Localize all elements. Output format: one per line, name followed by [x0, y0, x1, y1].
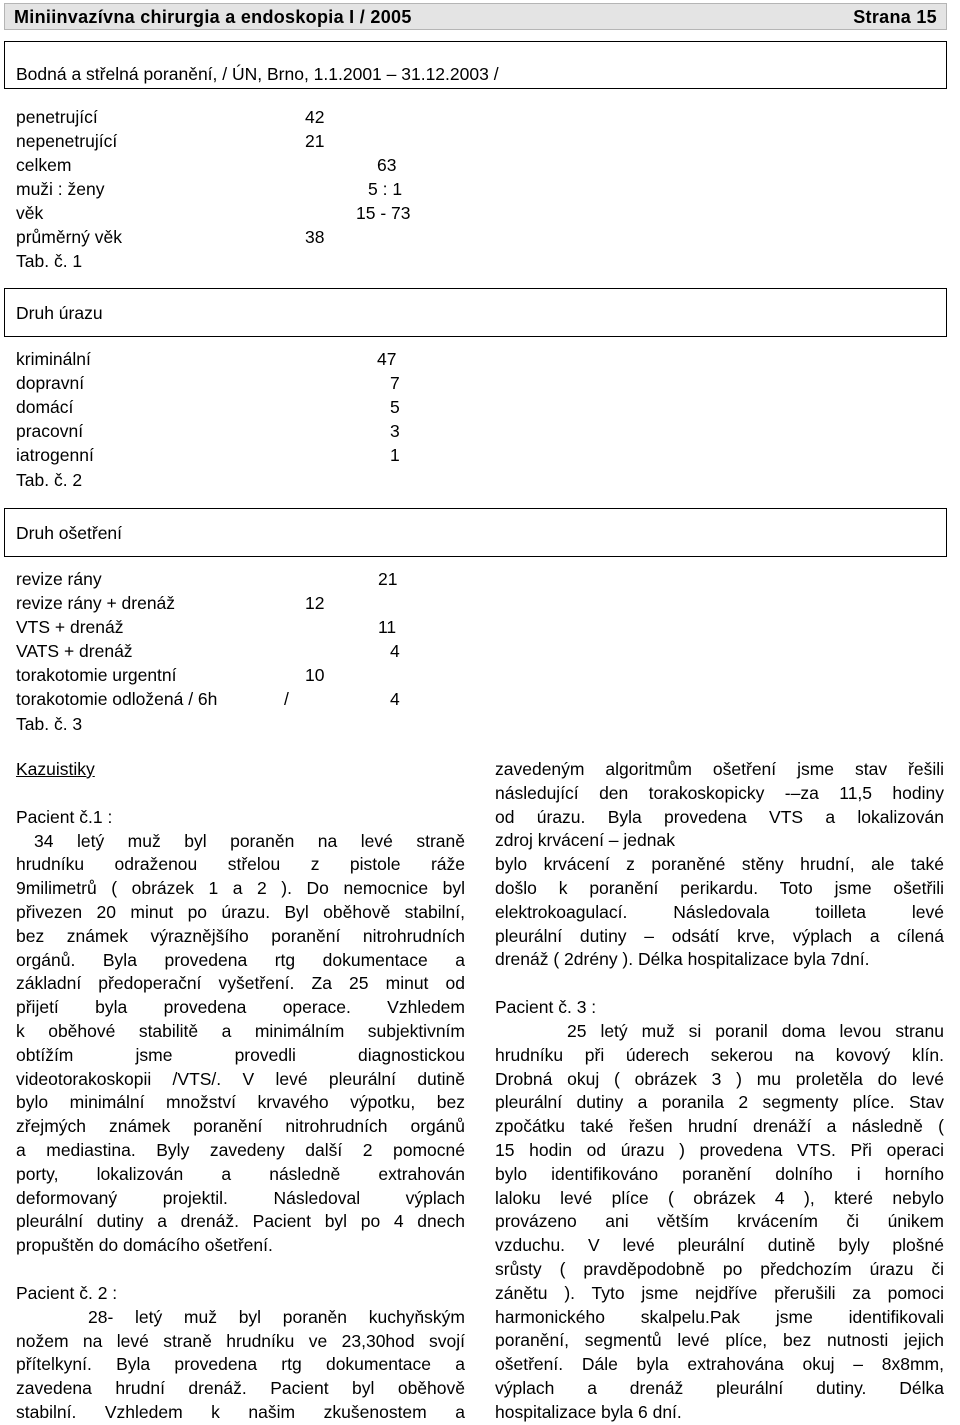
text-line: zánětu ). Tyto jsme nejdříve přerušili za pomoci [495, 1282, 944, 1303]
table2-caption: Tab. č. 2 [16, 470, 83, 490]
table2-label: dopravní [16, 373, 85, 393]
page-header [4, 3, 947, 30]
text-line: hrudníku při úderech sekerou na kovový klín. [495, 1044, 944, 1065]
table3-value: 4 [390, 641, 400, 661]
table3-label: torakotomie odložená / 6h [16, 689, 218, 709]
text-line: následující den torakoskopicky -–za 11,5 hodiny [495, 782, 944, 803]
text-line: k oběhové stabilitě a minimálním subjektivním [16, 1020, 465, 1041]
left-column [16, 758, 465, 1425]
table2-value: 3 [390, 421, 400, 441]
table1-value: 63 [377, 155, 397, 175]
page-number: Strana 15 [853, 7, 937, 27]
kazuistiky-heading: Kazuistiky [16, 759, 95, 779]
table3-label: revize rány + drenáž [16, 593, 176, 613]
text-line: nožem na levé straně hrudníku ve 23,30hod svojí [16, 1330, 465, 1351]
table2-title: Druh úrazu [16, 303, 103, 323]
text-line: harmonického skalpelu.Pak jsme identifikovali [495, 1306, 944, 1327]
text-line: a mediastina. Byly zavedeny další 2 pomocné [16, 1139, 465, 1160]
text-line: srůsty ( pravděpodobně po předchozím úrazu či [495, 1258, 944, 1279]
table3-caption: Tab. č. 3 [16, 714, 83, 734]
text-line: Drobná okuj ( obrázek 3 ) mu proletěla do levé [495, 1068, 944, 1089]
patient2-title: Pacient č. 2 : [16, 1282, 118, 1303]
text-line: 9milimetrů ( obrázek 1 a 2 ). Do nemocnice byl [16, 878, 465, 899]
text-line: zavedena hrudní drenáž. Pacient byl oběhově [16, 1378, 465, 1399]
table1-value: 38 [305, 227, 325, 247]
table2-label: iatrogenní [16, 445, 94, 465]
text-line: stabilní. Vzhledem k našim zkušenostem a [16, 1401, 465, 1422]
text-line: obtížím jsme provedli diagnostickou [16, 1044, 465, 1065]
table2-label: domácí [16, 397, 74, 417]
text-line: deformovaný projektil. Následoval výplach [16, 1187, 465, 1208]
text-line: 34 letý muž byl poraněn na levé straně [34, 830, 465, 851]
table3-label: VTS + drenáž [16, 617, 124, 637]
text-line: došlo k poranění perikardu. Toto jsme ošetřili [495, 877, 944, 898]
text-line: pleurální dutiny a poranila 2 segmenty plíce. Stav [495, 1092, 944, 1113]
text-line: orgánů. Byla provedena rtg dokumentace a [16, 949, 465, 970]
table2-value: 47 [377, 349, 397, 369]
table2-value: 7 [390, 373, 400, 393]
table2-title-box [4, 288, 947, 337]
table1-label: věk [16, 203, 44, 223]
table3-value: 10 [305, 665, 325, 685]
table2-value: 1 [390, 445, 400, 465]
text-line: zpočátku také řešen hrudní drenáží a následně ( [495, 1116, 944, 1137]
text-line: bez známek výraznějšího poranění nitrohrudních [16, 925, 465, 946]
text-line: od úrazu. Byla provedena VTS a lokalizován [495, 806, 944, 827]
text-line: provázeno ani větším krvácením či únikem [495, 1211, 944, 1232]
text-line: pleurální dutiny a drenáž. Pacient byl po 4 dnech [16, 1211, 465, 1232]
text-line: výplach a drenáž pleurální dutiny. Délka [495, 1377, 944, 1398]
table2-label: pracovní [16, 421, 84, 441]
text-line: poranění, segmentů levé plíce, bez nutnosti jejich [495, 1330, 944, 1351]
table1-value: 42 [305, 107, 325, 127]
text-line: přivezen 20 minut po úrazu. Byl oběhově stabilní, [16, 901, 465, 922]
text-line: videotorakoskopii /VTS/. V levé pleurální dutině [16, 1068, 465, 1089]
text-line: zavedeným algoritmům ošetření jsme stav řešili [495, 759, 944, 779]
table1-value: 15 - 73 [356, 203, 411, 223]
table1-value: 5 : 1 [368, 179, 403, 199]
text-line: 25 letý muž si poranil doma levou stranu [567, 1020, 944, 1041]
text-line: elektrokoagulací. Následovala toilleta levé [495, 901, 944, 922]
patient1-title: Pacient č.1 : [16, 806, 113, 827]
table1-label: průměrný věk [16, 227, 123, 247]
text-line: porty, lokalizován a následně extrahován [16, 1163, 465, 1184]
text-line: přijetí byla provedena operace. Vzhledem [16, 997, 465, 1018]
table1-label: muži : ženy [16, 179, 105, 199]
table2-value: 5 [390, 397, 400, 417]
patient3-title: Pacient č. 3 : [495, 997, 597, 1018]
table3-value: 11 [378, 617, 397, 637]
text-line: zřejmých známek poranění nitrohrudních orgánů [16, 1116, 465, 1137]
table3-value: 12 [305, 593, 325, 613]
table3-value: 4 [390, 689, 400, 709]
text-line: bylo minimální množství krvavého výpotku, bez [16, 1092, 465, 1113]
text-line: 15 hodin od úrazu ) provedena VTS. Při operaci [495, 1139, 944, 1160]
table1-label: penetrující [16, 107, 98, 127]
text-line: zdroj krvácení – jednak [495, 830, 675, 851]
patient2-continued-text [495, 758, 944, 972]
table3-title-box [4, 508, 947, 557]
text-line: drenáž ( 2drény ). Délka hospitalizace byla 7dní. [495, 949, 870, 970]
table3-label: torakotomie urgentní [16, 665, 177, 685]
table3-slash: / [284, 689, 289, 709]
text-line: vzduchu. V levé pleurální dutině byly plošné [495, 1235, 944, 1256]
table3-label: VATS + drenáž [16, 641, 133, 661]
text-line: ošetření. Dále byla extrahována okuj – 8x8mm, [495, 1354, 944, 1375]
text-line: pleurální dutiny – odsátí krve, výplach a cílená [495, 925, 944, 946]
table3-label: revize rány [16, 569, 102, 589]
text-line: přítelkyní. Byla provedena rtg dokumentace a [16, 1354, 465, 1375]
table1-value: 21 [305, 131, 325, 151]
text-line: bylo identifikováno poranění dolního i horního [495, 1163, 944, 1184]
patient1-text [16, 830, 465, 1258]
text-line: laloku levé plíce ( obrázek 4 ), které nebylo [495, 1187, 944, 1208]
text-line: hospitalizace byla 6 dní. [495, 1401, 682, 1422]
table1-label: celkem [16, 155, 72, 175]
journal-title: Miniinvazívna chirurgia a endoskopia I / 2005 [14, 7, 412, 27]
right-column [495, 758, 944, 1425]
table3-value: 21 [378, 569, 398, 589]
table1-caption: Tab. č. 1 [16, 251, 83, 271]
text-line: 28- letý muž byl poraněn kuchyňským [88, 1306, 465, 1327]
table3-title: Druh ošetření [16, 523, 123, 543]
text-line: propuštěn do domácího ošetření. [16, 1235, 273, 1256]
patient3-text [495, 1020, 944, 1425]
text-line: hrudníku odraženou střelou z pistole ráže [16, 854, 465, 875]
patient2-text [16, 1306, 465, 1425]
text-line: základní předoperační vyšetření. Za 25 minut od [16, 973, 465, 994]
table1-title: Bodná a střelná poranění, / ÚN, Brno, 1.1.2001 – 31.12.2003 / [16, 64, 499, 84]
table1-label: nepenetrující [16, 131, 118, 151]
table2-label: kriminální [16, 349, 91, 369]
text-line: bylo krvácení z poraněné stěny hrudní, ale také [495, 854, 944, 875]
